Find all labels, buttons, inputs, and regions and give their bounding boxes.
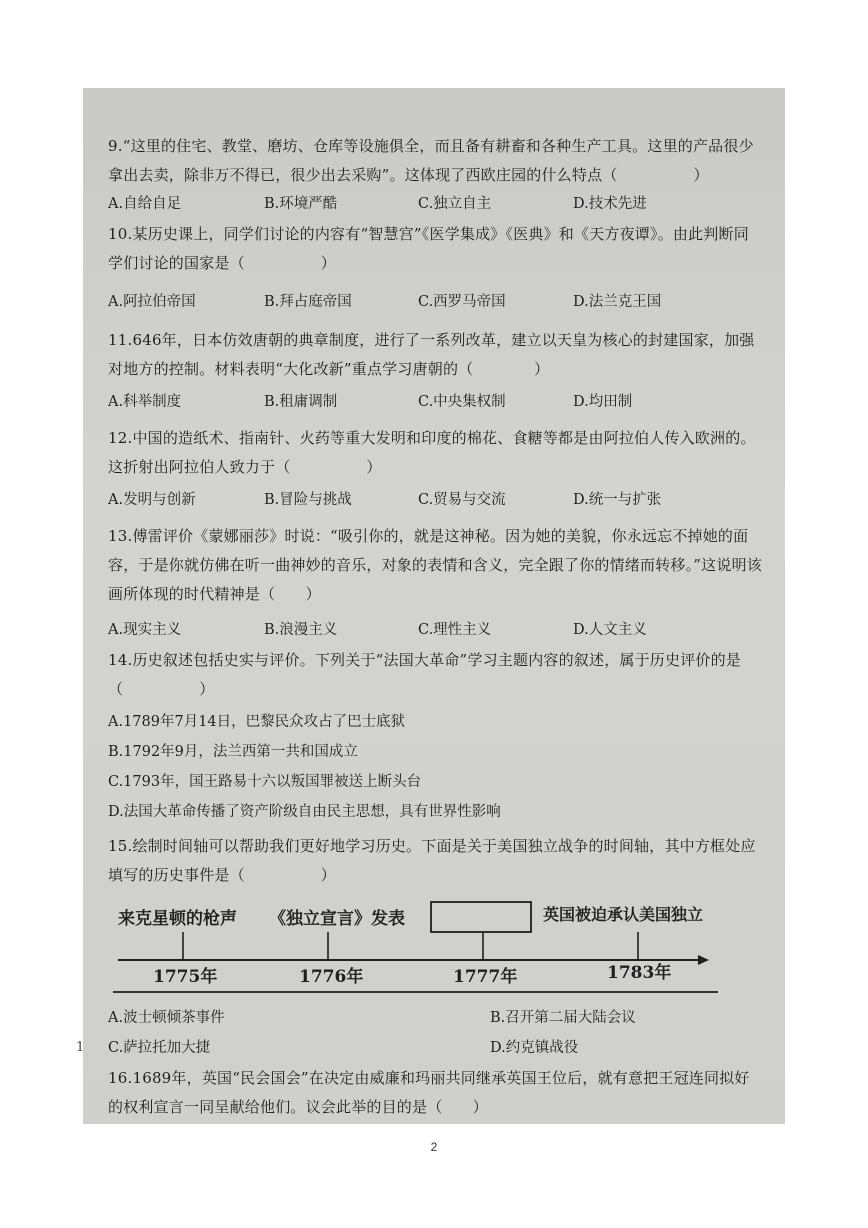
q12-option-d: D.统一与扩张 bbox=[573, 492, 662, 508]
q14-option-c: C.1793年，国王路易十六以叛国罪被送上断头台 bbox=[108, 774, 422, 790]
timeline-arrow bbox=[698, 955, 709, 965]
q15-option-a: A.波士顿倾茶事件 bbox=[108, 1010, 225, 1026]
q13-option-a: A.现实主义 bbox=[108, 622, 182, 638]
question-12-stem: 12.中国的造纸术、指南针、火药等重大发明和印度的棉花、食糖等都是由阿拉伯人传入欧洲的。这折射出阿拉伯人致力于（ ） bbox=[108, 429, 756, 476]
q11-option-d: D.均田制 bbox=[573, 394, 633, 410]
q13-option-b: B.浪漫主义 bbox=[264, 622, 338, 638]
question-15-options-row1 bbox=[108, 1004, 763, 1033]
page-number: 2 bbox=[430, 1140, 438, 1154]
q9-option-d: D.技术先进 bbox=[573, 196, 647, 212]
question-16-stem: 16.1689年，英国“民会国会”在决定由威廉和玛丽共同继承英国王位后，就有意把王冠连同拟好的权利宣言一同呈献给他们。议会此举的目的是（ ） bbox=[108, 1069, 750, 1116]
q11-option-a: A.科举制度 bbox=[108, 394, 182, 410]
q13-option-c: C.理性主义 bbox=[418, 622, 492, 638]
q12-option-a: A.发明与创新 bbox=[108, 492, 196, 508]
q9-option-b: B.环境严酷 bbox=[264, 196, 338, 212]
q9-option-a: A.自给自足 bbox=[108, 196, 182, 212]
q15-option-b: B.召开第二届大陆会议 bbox=[490, 1010, 636, 1026]
timeline-year-1777: 1777年 bbox=[453, 967, 518, 987]
timeline-event-lexington: 来克星顿的枪声 bbox=[118, 909, 237, 929]
question-10-stem: 10.某历史课上，同学们讨论的内容有“智慧宫”《医学集成》《医典》和《天方夜谭》。由此判断同学们讨论的国家是（ ） bbox=[108, 225, 749, 272]
timeline-year-1783: 1783年 bbox=[607, 963, 672, 983]
scanned-page-photo bbox=[83, 88, 785, 1124]
q11-option-c: C.中央集权制 bbox=[418, 394, 506, 410]
timeline-year-1776: 1776年 bbox=[299, 967, 364, 987]
question-11-options bbox=[108, 388, 763, 417]
answer-blank-box bbox=[431, 902, 531, 932]
independence-war-timeline bbox=[113, 896, 723, 996]
q15-option-d: D.约克镇战役 bbox=[490, 1040, 579, 1056]
question-9-stem: 9.“这里的住宅、教堂、磨坊、仓库等设施俱全，而且备有耕畜和各种生产工具。这里的产品很少拿出去卖，除非万不得已，很少出去采购”。这体现了西欧庄园的什么特点（ ） bbox=[108, 137, 754, 184]
question-12-options bbox=[108, 486, 763, 515]
question-15-stem: 15.绘制时间轴可以帮助我们更好地学习历史。下面是关于美国独立战争的时间轴，其中方框处应填写的历史事件是（ ） bbox=[108, 837, 756, 884]
q12-option-b: B.冒险与挑战 bbox=[264, 492, 352, 508]
q10-option-a: A.阿拉伯帝国 bbox=[108, 294, 196, 310]
margin-mark: 1 bbox=[76, 1040, 85, 1055]
q14-option-a: A.1789年7月14日，巴黎民众攻占了巴士底狱 bbox=[108, 714, 406, 730]
q14-option-b: B.1792年9月，法兰西第一共和国成立 bbox=[108, 744, 358, 760]
timeline-event-recognition: 英国被迫承认美国独立 bbox=[543, 905, 704, 924]
question-14-stem: 14.历史叙述包括史实与评价。下列关于“法国大革命”学习主题内容的叙述，属于历史评价的是（ ） bbox=[108, 651, 741, 698]
q13-option-d: D.人文主义 bbox=[573, 622, 647, 638]
question-9-options bbox=[108, 190, 763, 219]
question-15-options-row2 bbox=[108, 1034, 763, 1063]
q15-option-c: C.萨拉托加大捷 bbox=[108, 1040, 211, 1056]
q11-option-b: B.租庸调制 bbox=[264, 394, 338, 410]
question-10-options bbox=[108, 288, 763, 317]
question-11-stem: 11.646年，日本仿效唐朝的典章制度，进行了一系列改革，建立以天皇为核心的封建国家，加强对地方的控制。材料表明“大化改新”重点学习唐朝的（ ） bbox=[108, 331, 755, 378]
q10-option-c: C.西罗马帝国 bbox=[418, 294, 506, 310]
q14-option-d: D.法国大革命传播了资产阶级自由民主思想，具有世界性影响 bbox=[108, 804, 501, 820]
question-13-options bbox=[108, 616, 763, 645]
timeline-event-declaration: 《独立宣言》发表 bbox=[269, 909, 405, 929]
q10-option-b: B.拜占庭帝国 bbox=[264, 294, 352, 310]
question-13-stem: 13.傅雷评价《蒙娜丽莎》时说：“吸引你的，就是这神秘。因为她的美貌，你永远忘不掉她的面容，于是你就仿佛在听一曲神妙的音乐，对象的表情和含义，完全跟了你的情绪而转移。”这说明该画所体现的时代精神是（ ） bbox=[108, 527, 762, 603]
timeline-year-1775: 1775年 bbox=[153, 967, 218, 987]
q9-option-c: C.独立自主 bbox=[418, 196, 492, 212]
q10-option-d: D.法兰克王国 bbox=[573, 294, 662, 310]
q12-option-c: C.贸易与交流 bbox=[418, 492, 506, 508]
